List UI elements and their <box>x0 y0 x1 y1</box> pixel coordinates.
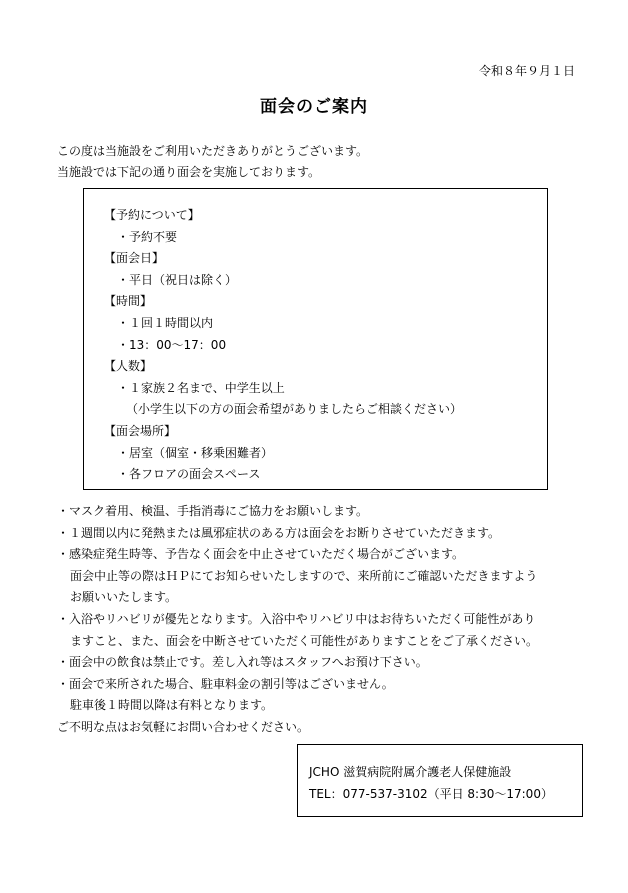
section-item: ・平日（祝日は除く） <box>117 272 238 287</box>
section-heading-reservation: 【予約について】 <box>104 208 200 222</box>
note-line: ますこと、また、面会を中断させていただく可能性がありますことをご了承ください。 <box>70 633 539 648</box>
section-item: ・１回１時間以内 <box>117 315 214 330</box>
intro-line: 当施設では下記の通り面会を実施しております。 <box>57 165 321 179</box>
contact-organization: JCHO 滋賀病院附属介護老人保健施設 <box>309 765 512 779</box>
note-line: お願いいたします。 <box>70 590 178 605</box>
note-line: 駐車後１時間以降は有料となります。 <box>70 698 274 713</box>
section-item: ・居室（個室・移乗困難者） <box>117 445 274 460</box>
note-line: ・面会で来所された場合、駐車料金の割引等はございません。 <box>57 676 394 691</box>
date-line: 令和８年９月１日 <box>478 64 575 78</box>
intro-text <box>57 141 368 183</box>
note-line: ・入浴やリハビリが優先となります。入浴中やリハビリ中はお待ちいただく可能性があり <box>57 611 536 626</box>
section-item: ・１家族２名まで、中学生以上 <box>117 380 285 395</box>
note-line: ・マスク着用、検温、手指消毒にご協力をお願いします。 <box>57 504 369 518</box>
contact-phone: TEL：077-537-3102（平日 8:30～17:00） <box>309 787 553 801</box>
contact-box <box>297 744 583 817</box>
section-heading-visit-day: 【面会日】 <box>104 251 165 266</box>
note-line: 面会中止等の際はＨＰにてお知らせいたしますので、来所前にご確認いただきますよう <box>70 568 538 583</box>
section-item-note: （小学生以下の方の面会希望がありましたらご相談ください） <box>126 402 463 417</box>
note-line: ・面会中の飲食は禁止です。差し入れ等はスタッフへお預け下さい。 <box>57 655 428 670</box>
visit-info-box <box>83 188 548 490</box>
section-item: ・13：00～17：00 <box>117 337 227 352</box>
closing-line: ご不明な点はお気軽にお問い合わせください。 <box>57 719 310 734</box>
note-line: ・１週間以内に発熱または風邪症状のある方は面会をお断りさせていただきます。 <box>57 525 501 540</box>
note-line: ・感染症発生時等、予告なく面会を中止させていただく場合がございます。 <box>57 547 465 562</box>
section-heading-location: 【面会場所】 <box>104 423 177 438</box>
section-item: ・各フロアの面会スペース <box>117 467 261 482</box>
page-title: 面会のご案内 <box>260 97 368 117</box>
intro-line: この度は当施設をご利用いただきありがとうございます。 <box>57 144 369 158</box>
section-heading-time: 【時間】 <box>104 294 153 309</box>
notes-list <box>57 501 538 739</box>
section-heading-people: 【人数】 <box>104 359 153 374</box>
section-item: ・予約不要 <box>117 229 178 244</box>
